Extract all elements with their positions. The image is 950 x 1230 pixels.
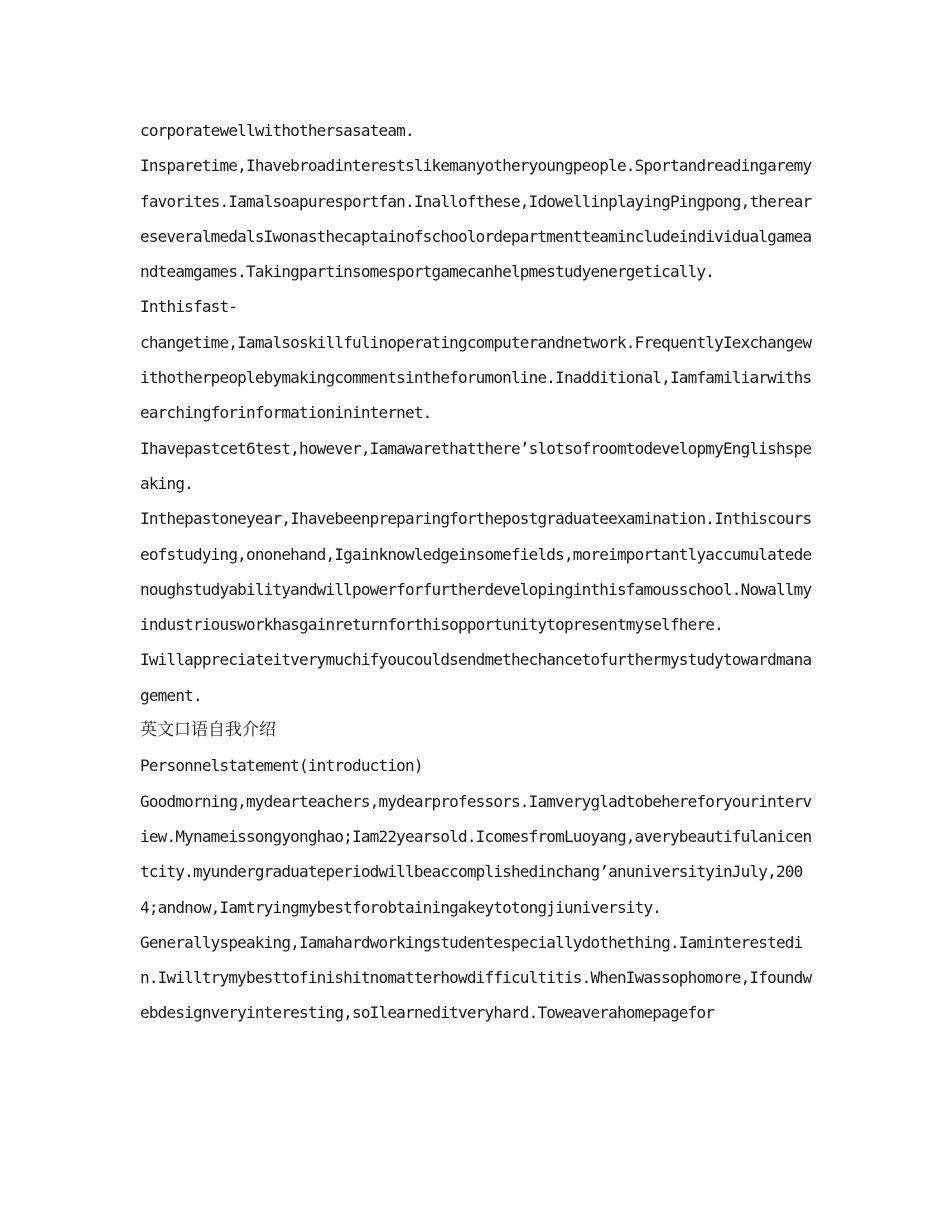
paragraph: corporatewellwithothersasateam.: [140, 121, 414, 140]
paragraph: Ihavepastcet6test,however,Iamawarethatthere’slotsofroomtodevelopmyEnglishspeaking.: [140, 438, 812, 493]
paragraph: Inthisfast-: [140, 297, 238, 317]
paragraph: Goodmorning,mydearteachers,mydearprofessors.Iamverygladtobehereforyourinterview.Mynameissongyonghao;Iam22yearsold.IcomesfromLuoyang,averybeautifulanicentcity.myundergraduateperiodwillbeaccomplishedinchang’anuniversityinJuly,2004;andnow,Iamtryingmybestforobtainingakeytotongjiuniversity.: [140, 791, 812, 917]
document-body: [140, 113, 812, 1031]
paragraph: Inthepastoneyear,Ihavebeenpreparingforthepostgraduateexamination.Inthiscourseofstudying,ononehand,Igainknowledgeinsomefields,moreimportantlyaccumulatedenoughstudyabilityandwillpowerforfurtherdevelopinginthisfamousschool.Nowallmyindustriousworkhasgainreturnforthisopportunitytopresentmyselfhere.: [140, 509, 812, 635]
paragraph: Generallyspeaking,Iamahardworkingstudentespeciallydothething.Iaminterestedin.Iwilltrymybesttofinishitnomatterhowdifficultitis.WhenIwassophomore,Ifoundwebdesignveryinteresting,soIlearneditveryhard.Toweaverahomepagefor: [140, 932, 812, 1023]
section-heading: 英文口语自我介绍: [140, 720, 276, 741]
section-subtitle: Personnelstatement(introduction): [140, 756, 423, 776]
paragraph: Insparetime,Ihavebroadinterestslikemanyotheryoungpeople.Sportandreadingaremyfavorites.Iamalsoapuresportfan.Inallofthese,IdowellinplayingPingpong,thereareseveralmedalsIwonasthecaptainofschoolordepartmentteamincludeindividualgameandteamgames.Takingpartinsomesportgamecanhelpmestudyenergetically.: [140, 156, 812, 282]
paragraph: changetime,Iamalsoskillfulinoperatingcomputerandnetwork.FrequentlyIexchangewithotherpeoplebymakingcommentsintheforumonline.Inadditional,Iamfamiliarwithsearchingforinformationininternet.: [140, 332, 812, 423]
paragraph: Iwillappreciateitverymuchifyoucouldsendmethechancetofurthermystudytowardmanagement.: [140, 650, 812, 705]
